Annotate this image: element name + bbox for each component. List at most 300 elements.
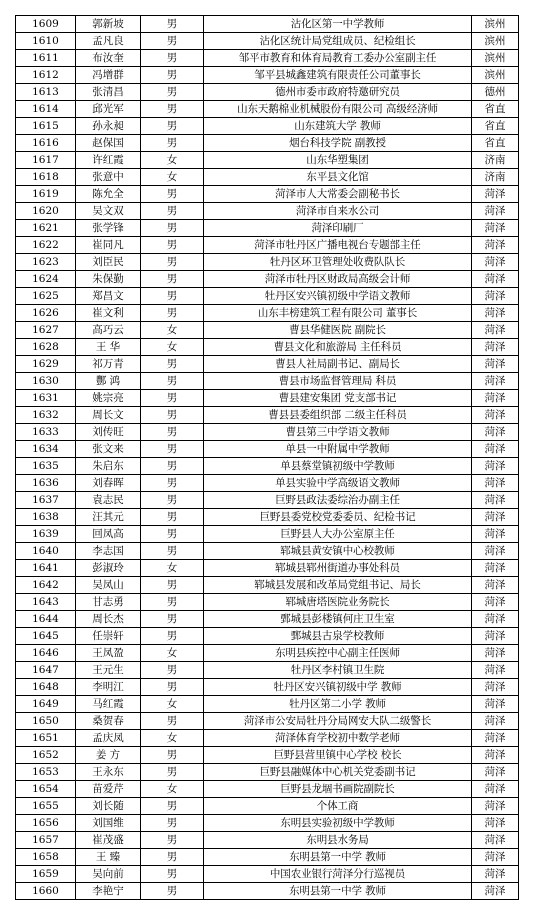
- member-region: 菏泽: [472, 509, 519, 526]
- member-gender: 男: [141, 764, 204, 781]
- member-name: 李艳宁: [76, 883, 141, 900]
- member-number: 1652: [16, 747, 76, 764]
- member-number: 1653: [16, 764, 76, 781]
- table-row: [16, 118, 519, 135]
- member-region: 菏泽: [472, 203, 519, 220]
- table-row: [16, 407, 519, 424]
- member-name: 王元生: [76, 662, 141, 679]
- member-number: 1618: [16, 169, 76, 186]
- member-number: 1634: [16, 441, 76, 458]
- member-gender: 男: [141, 577, 204, 594]
- member-name: 姚宗亮: [76, 390, 141, 407]
- table-row: [16, 322, 519, 339]
- member-number: 1638: [16, 509, 76, 526]
- member-name: 郑昌文: [76, 288, 141, 305]
- member-gender: 女: [141, 560, 204, 577]
- member-name: 姜 方: [76, 747, 141, 764]
- member-number: 1623: [16, 254, 76, 271]
- member-region: 滨州: [472, 67, 519, 84]
- member-gender: 男: [141, 271, 204, 288]
- member-gender: 男: [141, 118, 204, 135]
- member-workplace: 菏泽市自来水公司: [204, 203, 472, 220]
- member-name: 刘臣民: [76, 254, 141, 271]
- member-workplace: 曹县人社局副书记、副局长: [204, 356, 472, 373]
- member-region: 菏泽: [472, 883, 519, 900]
- table-row: [16, 492, 519, 509]
- member-region: 菏泽: [472, 747, 519, 764]
- member-workplace: 牡丹区安兴镇初级中学 教师: [204, 679, 472, 696]
- member-gender: 女: [141, 322, 204, 339]
- member-workplace: 巨野县委党校党委委员、纪检书记: [204, 509, 472, 526]
- member-gender: 男: [141, 101, 204, 118]
- member-number: 1660: [16, 883, 76, 900]
- member-gender: 女: [141, 645, 204, 662]
- member-workplace: 单县一中附属中学教师: [204, 441, 472, 458]
- table-row: [16, 815, 519, 832]
- table-row: [16, 679, 519, 696]
- member-workplace: 单县蔡堂镇初级中学教师: [204, 458, 472, 475]
- table-row: [16, 509, 519, 526]
- member-table-body: [16, 16, 519, 900]
- member-number: 1610: [16, 33, 76, 50]
- member-gender: 女: [141, 730, 204, 747]
- member-gender: 男: [141, 866, 204, 883]
- member-name: 吴凤山: [76, 577, 141, 594]
- member-name: 布汝奎: [76, 50, 141, 67]
- member-name: 袁志民: [76, 492, 141, 509]
- member-gender: 男: [141, 662, 204, 679]
- member-region: 菏泽: [472, 475, 519, 492]
- member-name: 崔文利: [76, 305, 141, 322]
- member-gender: 男: [141, 305, 204, 322]
- member-number: 1630: [16, 373, 76, 390]
- member-workplace: 菏泽市牡丹区广播电视台专题部主任: [204, 237, 472, 254]
- member-region: 菏泽: [472, 764, 519, 781]
- member-name: 桑贺春: [76, 713, 141, 730]
- member-number: 1640: [16, 543, 76, 560]
- member-name: 张文来: [76, 441, 141, 458]
- member-region: 菏泽: [472, 560, 519, 577]
- member-gender: 女: [141, 169, 204, 186]
- table-row: [16, 662, 519, 679]
- member-workplace: 单县实验中学高级语文教师: [204, 475, 472, 492]
- member-workplace: 山东建筑大学 教师: [204, 118, 472, 135]
- table-row: [16, 883, 519, 900]
- member-region: 菏泽: [472, 645, 519, 662]
- member-workplace: 东明县实验初级中学教师: [204, 815, 472, 832]
- table-row: [16, 203, 519, 220]
- table-row: [16, 458, 519, 475]
- member-region: 菏泽: [472, 441, 519, 458]
- member-workplace: 东平县文化馆: [204, 169, 472, 186]
- member-region: 菏泽: [472, 458, 519, 475]
- table-row: [16, 67, 519, 84]
- member-workplace: 郓城县黄安镇中心校教师: [204, 543, 472, 560]
- member-name: 冯增群: [76, 67, 141, 84]
- member-gender: 男: [141, 50, 204, 67]
- member-workplace: 曹县县委组织部 二级主任科员: [204, 407, 472, 424]
- member-gender: 男: [141, 611, 204, 628]
- member-region: 省直: [472, 135, 519, 152]
- member-workplace: 菏泽市公安局牡丹分局网安大队二级警长: [204, 713, 472, 730]
- member-gender: 男: [141, 407, 204, 424]
- member-region: 菏泽: [472, 543, 519, 560]
- member-region: 菏泽: [472, 339, 519, 356]
- member-gender: 男: [141, 594, 204, 611]
- member-name: 赵保国: [76, 135, 141, 152]
- member-gender: 男: [141, 832, 204, 849]
- member-region: 菏泽: [472, 373, 519, 390]
- table-row: [16, 16, 519, 33]
- member-name: 祁万青: [76, 356, 141, 373]
- member-number: 1631: [16, 390, 76, 407]
- member-workplace: 巨野县融媒体中心机关党委副书记: [204, 764, 472, 781]
- member-name: 张意中: [76, 169, 141, 186]
- member-workplace: 巨野县政法委综治办副主任: [204, 492, 472, 509]
- member-name: 酆 鸿: [76, 373, 141, 390]
- member-workplace: 菏泽市牡丹区财政局高级会计师: [204, 271, 472, 288]
- table-row: [16, 696, 519, 713]
- table-row: [16, 424, 519, 441]
- table-row: [16, 271, 519, 288]
- member-gender: 男: [141, 883, 204, 900]
- table-row: [16, 866, 519, 883]
- member-number: 1659: [16, 866, 76, 883]
- member-region: 菏泽: [472, 220, 519, 237]
- table-row: [16, 730, 519, 747]
- member-gender: 男: [141, 16, 204, 33]
- member-name: 刘国维: [76, 815, 141, 832]
- member-workplace: 牡丹区安兴镇初级中学语文教师: [204, 288, 472, 305]
- member-number: 1620: [16, 203, 76, 220]
- table-row: [16, 84, 519, 101]
- member-table: [15, 15, 519, 900]
- member-name: 周长文: [76, 407, 141, 424]
- member-gender: 女: [141, 152, 204, 169]
- member-workplace: 个体工商: [204, 798, 472, 815]
- member-gender: 男: [141, 390, 204, 407]
- member-region: 菏泽: [472, 254, 519, 271]
- member-gender: 男: [141, 220, 204, 237]
- member-name: 崔茂盛: [76, 832, 141, 849]
- member-number: 1629: [16, 356, 76, 373]
- member-number: 1619: [16, 186, 76, 203]
- table-row: [16, 526, 519, 543]
- member-number: 1632: [16, 407, 76, 424]
- member-region: 菏泽: [472, 288, 519, 305]
- member-workplace: 曹县第三中学语文教师: [204, 424, 472, 441]
- member-name: 郭新坡: [76, 16, 141, 33]
- member-workplace: 牡丹区李村镇卫生院: [204, 662, 472, 679]
- member-name: 邱光军: [76, 101, 141, 118]
- member-gender: 男: [141, 713, 204, 730]
- member-number: 1616: [16, 135, 76, 152]
- member-number: 1650: [16, 713, 76, 730]
- member-gender: 男: [141, 84, 204, 101]
- member-number: 1649: [16, 696, 76, 713]
- member-region: 菏泽: [472, 781, 519, 798]
- table-row: [16, 543, 519, 560]
- member-name: 朱启东: [76, 458, 141, 475]
- member-region: 济南: [472, 152, 519, 169]
- member-name: 彭淑玲: [76, 560, 141, 577]
- member-workplace: 巨野县人大办公室原主任: [204, 526, 472, 543]
- member-name: 张学锋: [76, 220, 141, 237]
- table-row: [16, 356, 519, 373]
- table-row: [16, 237, 519, 254]
- table-row: [16, 135, 519, 152]
- member-region: 滨州: [472, 50, 519, 67]
- member-gender: 男: [141, 543, 204, 560]
- table-row: [16, 849, 519, 866]
- member-number: 1641: [16, 560, 76, 577]
- member-workplace: 郓城唐塔医院业务院长: [204, 594, 472, 611]
- member-region: 菏泽: [472, 594, 519, 611]
- table-row: [16, 781, 519, 798]
- member-name: 任崇轩: [76, 628, 141, 645]
- member-region: 济南: [472, 169, 519, 186]
- table-row: [16, 798, 519, 815]
- member-workplace: 东明县疾控中心副主任医师: [204, 645, 472, 662]
- member-name: 孟庆凤: [76, 730, 141, 747]
- member-workplace: 牡丹区第二小学 教师: [204, 696, 472, 713]
- member-workplace: 邹平市教育和体育局教育工委办公室副主任: [204, 50, 472, 67]
- member-region: 菏泽: [472, 356, 519, 373]
- table-row: [16, 101, 519, 118]
- member-name: 吴向前: [76, 866, 141, 883]
- member-name: 周长杰: [76, 611, 141, 628]
- member-gender: 男: [141, 33, 204, 50]
- table-row: [16, 832, 519, 849]
- member-region: 菏泽: [472, 798, 519, 815]
- member-workplace: 鄄城县彭楼镇何庄卫生室: [204, 611, 472, 628]
- member-number: 1647: [16, 662, 76, 679]
- member-number: 1646: [16, 645, 76, 662]
- member-name: 王凤盈: [76, 645, 141, 662]
- member-gender: 男: [141, 67, 204, 84]
- member-gender: 男: [141, 747, 204, 764]
- member-region: 德州: [472, 84, 519, 101]
- member-number: 1609: [16, 16, 76, 33]
- member-workplace: 山东华塑集团: [204, 152, 472, 169]
- member-name: 吴文双: [76, 203, 141, 220]
- table-row: [16, 220, 519, 237]
- member-gender: 男: [141, 441, 204, 458]
- table-row: [16, 50, 519, 67]
- member-workplace: 东明县第一中学 教师: [204, 849, 472, 866]
- table-row: [16, 628, 519, 645]
- member-region: 滨州: [472, 33, 519, 50]
- member-region: 菏泽: [472, 407, 519, 424]
- member-number: 1657: [16, 832, 76, 849]
- member-gender: 男: [141, 458, 204, 475]
- member-region: 菏泽: [472, 815, 519, 832]
- member-name: 王 华: [76, 339, 141, 356]
- member-workplace: 曹县建安集团 党支部书记: [204, 390, 472, 407]
- member-name: 王 臻: [76, 849, 141, 866]
- member-workplace: 巨野县营里镇中心学校 校长: [204, 747, 472, 764]
- member-workplace: 东明县第一中学 教师: [204, 883, 472, 900]
- member-workplace: 东明县水务局: [204, 832, 472, 849]
- member-workplace: 沾化区统计局党组成员、纪检组长: [204, 33, 472, 50]
- member-number: 1612: [16, 67, 76, 84]
- member-number: 1633: [16, 424, 76, 441]
- table-row: [16, 611, 519, 628]
- member-name: 马红霞: [76, 696, 141, 713]
- member-number: 1645: [16, 628, 76, 645]
- member-gender: 男: [141, 475, 204, 492]
- member-number: 1628: [16, 339, 76, 356]
- member-region: 菏泽: [472, 611, 519, 628]
- member-number: 1639: [16, 526, 76, 543]
- member-number: 1636: [16, 475, 76, 492]
- member-gender: 男: [141, 424, 204, 441]
- member-gender: 男: [141, 373, 204, 390]
- member-region: 菏泽: [472, 730, 519, 747]
- member-number: 1621: [16, 220, 76, 237]
- member-region: 菏泽: [472, 186, 519, 203]
- member-number: 1643: [16, 594, 76, 611]
- table-row: [16, 288, 519, 305]
- member-gender: 男: [141, 492, 204, 509]
- member-number: 1637: [16, 492, 76, 509]
- member-workplace: 牡丹区环卫管理处收费队队长: [204, 254, 472, 271]
- member-number: 1611: [16, 50, 76, 67]
- member-number: 1651: [16, 730, 76, 747]
- member-name: 朱保勤: [76, 271, 141, 288]
- member-number: 1626: [16, 305, 76, 322]
- member-workplace: 邹平县城鑫建筑有限责任公司董事长: [204, 67, 472, 84]
- member-name: 回凤高: [76, 526, 141, 543]
- member-number: 1615: [16, 118, 76, 135]
- member-number: 1624: [16, 271, 76, 288]
- member-name: 孟凡良: [76, 33, 141, 50]
- member-region: 滨州: [472, 16, 519, 33]
- table-row: [16, 475, 519, 492]
- member-number: 1642: [16, 577, 76, 594]
- member-number: 1655: [16, 798, 76, 815]
- member-number: 1627: [16, 322, 76, 339]
- table-row: [16, 441, 519, 458]
- table-row: [16, 339, 519, 356]
- member-name: 王永东: [76, 764, 141, 781]
- member-workplace: 曹县市场监督管理局 科员: [204, 373, 472, 390]
- member-region: 菏泽: [472, 866, 519, 883]
- table-row: [16, 577, 519, 594]
- member-gender: 女: [141, 339, 204, 356]
- member-region: 菏泽: [472, 390, 519, 407]
- member-region: 菏泽: [472, 305, 519, 322]
- member-region: 菏泽: [472, 424, 519, 441]
- member-name: 苗爱芹: [76, 781, 141, 798]
- table-row: [16, 33, 519, 50]
- member-gender: 男: [141, 254, 204, 271]
- member-gender: 男: [141, 815, 204, 832]
- member-number: 1648: [16, 679, 76, 696]
- member-gender: 女: [141, 696, 204, 713]
- member-number: 1658: [16, 849, 76, 866]
- member-workplace: 山东丰榜建筑工程有限公司 董事长: [204, 305, 472, 322]
- member-region: 菏泽: [472, 662, 519, 679]
- member-name: 崔同凡: [76, 237, 141, 254]
- member-number: 1654: [16, 781, 76, 798]
- table-row: [16, 594, 519, 611]
- table-row: [16, 186, 519, 203]
- member-gender: 男: [141, 237, 204, 254]
- member-name: 刘春晖: [76, 475, 141, 492]
- member-workplace: 烟台科技学院 副教授: [204, 135, 472, 152]
- member-number: 1656: [16, 815, 76, 832]
- member-region: 省直: [472, 118, 519, 135]
- member-number: 1617: [16, 152, 76, 169]
- member-region: 菏泽: [472, 832, 519, 849]
- member-workplace: 沾化区第一中学教师: [204, 16, 472, 33]
- member-name: 孙永昶: [76, 118, 141, 135]
- member-workplace: 菏泽市人大常委会副秘书长: [204, 186, 472, 203]
- member-workplace: 曹县华健医院 副院长: [204, 322, 472, 339]
- table-row: [16, 645, 519, 662]
- member-gender: 男: [141, 203, 204, 220]
- member-name: 许红霞: [76, 152, 141, 169]
- member-workplace: 巨野县龙堌书画院副院长: [204, 781, 472, 798]
- member-region: 菏泽: [472, 492, 519, 509]
- member-number: 1644: [16, 611, 76, 628]
- member-region: 菏泽: [472, 577, 519, 594]
- member-name: 刘传旺: [76, 424, 141, 441]
- table-row: [16, 764, 519, 781]
- member-workplace: 菏泽体育学校初中数学老师: [204, 730, 472, 747]
- member-region: 菏泽: [472, 679, 519, 696]
- member-gender: 男: [141, 509, 204, 526]
- member-name: 汪其元: [76, 509, 141, 526]
- member-gender: 男: [141, 798, 204, 815]
- member-gender: 男: [141, 356, 204, 373]
- member-name: 李志国: [76, 543, 141, 560]
- member-name: 陈允全: [76, 186, 141, 203]
- member-region: 菏泽: [472, 628, 519, 645]
- member-name: 李明江: [76, 679, 141, 696]
- member-workplace: 鄄城县古泉学校教师: [204, 628, 472, 645]
- member-region: 省直: [472, 101, 519, 118]
- member-number: 1625: [16, 288, 76, 305]
- member-gender: 男: [141, 288, 204, 305]
- member-number: 1622: [16, 237, 76, 254]
- table-row: [16, 747, 519, 764]
- member-gender: 男: [141, 135, 204, 152]
- member-name: 高巧云: [76, 322, 141, 339]
- member-region: 菏泽: [472, 696, 519, 713]
- table-row: [16, 373, 519, 390]
- member-workplace: 德州市委市政府特邀研究员: [204, 84, 472, 101]
- member-name: 甘志勇: [76, 594, 141, 611]
- member-gender: 男: [141, 186, 204, 203]
- member-region: 菏泽: [472, 526, 519, 543]
- table-row: [16, 305, 519, 322]
- member-workplace: 中国农业银行菏泽分行巡视员: [204, 866, 472, 883]
- member-region: 菏泽: [472, 271, 519, 288]
- member-workplace: 曹县文化和旅游局 主任科员: [204, 339, 472, 356]
- member-region: 菏泽: [472, 322, 519, 339]
- member-gender: 男: [141, 526, 204, 543]
- table-row: [16, 169, 519, 186]
- member-number: 1613: [16, 84, 76, 101]
- member-workplace: 菏泽印刷厂: [204, 220, 472, 237]
- member-gender: 男: [141, 628, 204, 645]
- member-number: 1635: [16, 458, 76, 475]
- member-region: 菏泽: [472, 237, 519, 254]
- member-gender: 女: [141, 781, 204, 798]
- table-row: [16, 390, 519, 407]
